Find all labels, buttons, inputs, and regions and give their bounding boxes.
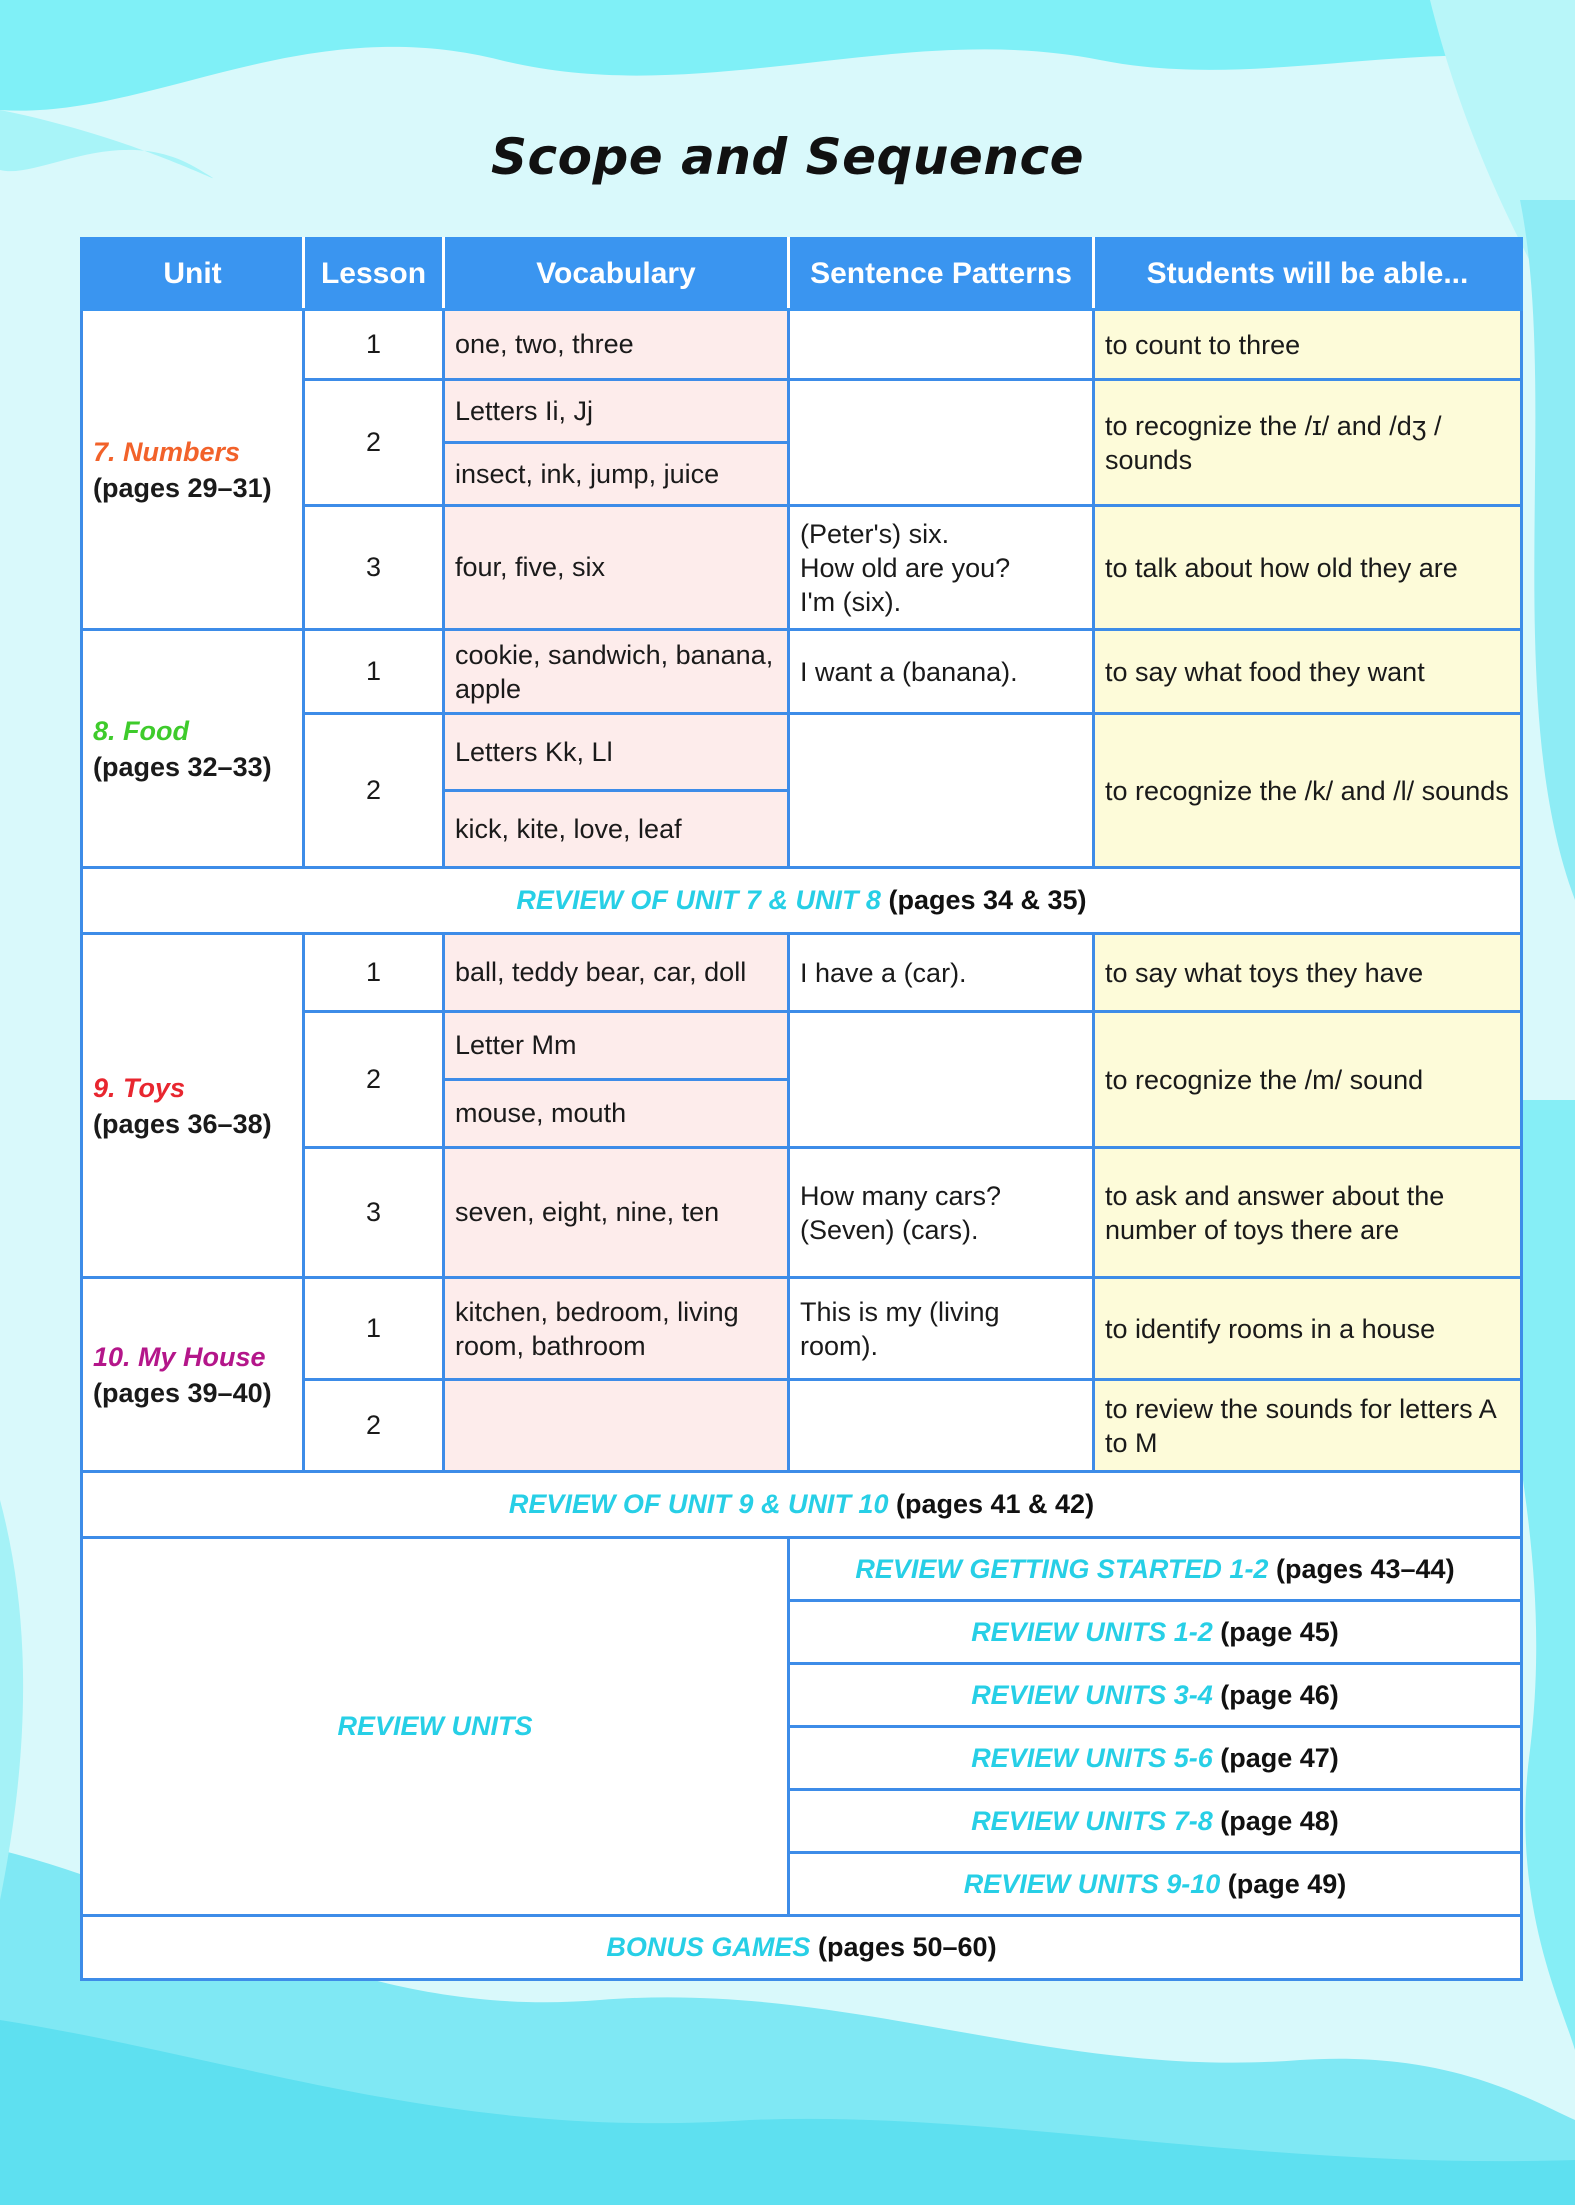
- skill-cell: to count to three: [1094, 310, 1522, 380]
- skill-cell: to recognize the /m/ sound: [1094, 1012, 1522, 1148]
- sentence-cell: [789, 506, 1094, 630]
- vocab-cell: insect, ink, jump, juice: [444, 443, 789, 506]
- unit-cell-toys: [82, 934, 304, 1278]
- sentence-cell: I have a (car).: [789, 934, 1094, 1012]
- review-item-pages: (page 49): [1227, 1868, 1347, 1899]
- header-sentence-patterns: Sentence Patterns: [789, 239, 1094, 310]
- review-pages: (pages 34 & 35): [888, 885, 1087, 915]
- unit-cell-food: [82, 630, 304, 868]
- vocab-cell: cookie, sandwich, banana, apple: [444, 630, 789, 714]
- lesson-number: 2: [304, 1012, 444, 1148]
- review-units-label: REVIEW UNITS: [337, 1711, 533, 1741]
- review-item: [789, 1790, 1522, 1853]
- table-row: [82, 630, 1522, 714]
- vocab-cell: one, two, three: [444, 310, 789, 380]
- unit-name: 8. Food: [93, 715, 189, 746]
- bonus-label: BONUS GAMES: [606, 1932, 811, 1962]
- review-item-label: REVIEW UNITS 7-8: [971, 1805, 1213, 1836]
- unit-cell-house: [82, 1278, 304, 1472]
- sentence-line: How old are you?: [800, 552, 1011, 583]
- review-label: REVIEW OF UNIT 9 & UNIT 10: [508, 1489, 889, 1519]
- vocab-cell: mouse, mouth: [444, 1080, 789, 1148]
- skill-cell: to say what toys they have: [1094, 934, 1522, 1012]
- header-row: [82, 239, 1522, 310]
- review-item-pages: (page 45): [1220, 1616, 1339, 1647]
- page-title: Scope and Sequence: [490, 128, 1084, 186]
- header-vocabulary: Vocabulary: [444, 239, 789, 310]
- skill-cell: to review the sounds for letters A to M: [1094, 1380, 1522, 1472]
- review-pages: (pages 41 & 42): [895, 1489, 1095, 1519]
- skill-cell: to say what food they want: [1094, 630, 1522, 714]
- sentence-line: (Seven) (cars).: [800, 1214, 979, 1245]
- skill-cell: to ask and answer about the number of toys there are: [1094, 1148, 1522, 1278]
- review-cell: [82, 1472, 1522, 1538]
- review-label: REVIEW OF UNIT 7 & UNIT 8: [516, 885, 881, 915]
- review-cell: [82, 868, 1522, 934]
- vocab-cell: Letter Mm: [444, 1012, 789, 1080]
- sentence-cell: [789, 1148, 1094, 1278]
- review-item-label: REVIEW UNITS 9-10: [963, 1868, 1221, 1899]
- bonus-pages: (pages 50–60): [817, 1932, 997, 1962]
- review-item: [789, 1853, 1522, 1916]
- unit-name: 7. Numbers: [93, 436, 241, 467]
- skill-cell: to identify rooms in a house: [1094, 1278, 1522, 1380]
- review-item-label: REVIEW UNITS 3-4: [971, 1679, 1213, 1710]
- sentence-cell: [789, 1380, 1094, 1472]
- lesson-number: 3: [304, 506, 444, 630]
- review-item-pages: (page 48): [1220, 1805, 1339, 1836]
- review-item-label: REVIEW UNITS 5-6: [971, 1742, 1213, 1773]
- vocab-cell: Letters Ii, Jj: [444, 380, 789, 443]
- vocab-cell: kick, kite, love, leaf: [444, 791, 789, 868]
- sentence-cell: This is my (living room).: [789, 1278, 1094, 1380]
- header-unit: Unit: [82, 239, 304, 310]
- vocab-cell: four, five, six: [444, 506, 789, 630]
- unit-cell-numbers: [82, 310, 304, 630]
- review-item: [789, 1727, 1522, 1790]
- lesson-number: 2: [304, 1380, 444, 1472]
- review-item-label: REVIEW GETTING STARTED 1-2: [855, 1553, 1269, 1584]
- vocab-cell: Letters Kk, Ll: [444, 714, 789, 791]
- review-item: [789, 1664, 1522, 1727]
- review-item-label: REVIEW UNITS 1-2: [971, 1616, 1213, 1647]
- sentence-cell: [789, 380, 1094, 506]
- table-row: [82, 934, 1522, 1012]
- skill-cell: to talk about how old they are: [1094, 506, 1522, 630]
- unit-name: 9. Toys: [93, 1072, 186, 1103]
- unit-pages: (pages 29–31): [93, 472, 272, 503]
- sentence-cell: [789, 1012, 1094, 1148]
- lesson-number: 1: [304, 630, 444, 714]
- unit-pages: (pages 39–40): [93, 1377, 272, 1408]
- vocab-cell: kitchen, bedroom, living room, bathroom: [444, 1278, 789, 1380]
- sentence-cell: [789, 714, 1094, 868]
- table-row: [82, 310, 1522, 380]
- bonus-cell: [82, 1916, 1522, 1980]
- lesson-number: 3: [304, 1148, 444, 1278]
- review-row: [82, 1472, 1522, 1538]
- sentence-cell: [789, 310, 1094, 380]
- skill-cell: to recognize the /ɪ/ and /dʒ / sounds: [1094, 380, 1522, 506]
- review-item-pages: (page 46): [1220, 1679, 1339, 1710]
- review-units-row: [82, 1538, 1522, 1601]
- header-students-able: Students will be able...: [1094, 239, 1522, 310]
- lesson-number: 2: [304, 714, 444, 868]
- lesson-number: 1: [304, 934, 444, 1012]
- lesson-number: 1: [304, 310, 444, 380]
- lesson-number: 1: [304, 1278, 444, 1380]
- review-item: [789, 1601, 1522, 1664]
- unit-pages: (pages 32–33): [93, 751, 272, 782]
- header-lesson: Lesson: [304, 239, 444, 310]
- review-units-label-cell: [82, 1538, 789, 1916]
- sentence-line: How many cars?: [800, 1180, 1002, 1211]
- vocab-cell: seven, eight, nine, ten: [444, 1148, 789, 1278]
- lesson-number: 2: [304, 380, 444, 506]
- sentence-cell: I want a (banana).: [789, 630, 1094, 714]
- unit-name: 10. My House: [93, 1341, 266, 1372]
- vocab-cell: [444, 1380, 789, 1472]
- sentence-line: (Peter's) six.: [800, 518, 950, 549]
- unit-pages: (pages 36–38): [93, 1108, 272, 1139]
- review-item: [789, 1538, 1522, 1601]
- review-row: [82, 868, 1522, 934]
- bonus-row: [82, 1916, 1522, 1980]
- sentence-line: I'm (six).: [800, 586, 902, 617]
- table-row: [82, 1278, 1522, 1380]
- scope-sequence-table: [80, 237, 1523, 1981]
- review-item-pages: (pages 43–44): [1275, 1553, 1455, 1584]
- review-item-pages: (page 47): [1220, 1742, 1339, 1773]
- skill-cell: to recognize the /k/ and /l/ sounds: [1094, 714, 1522, 868]
- vocab-cell: ball, teddy bear, car, doll: [444, 934, 789, 1012]
